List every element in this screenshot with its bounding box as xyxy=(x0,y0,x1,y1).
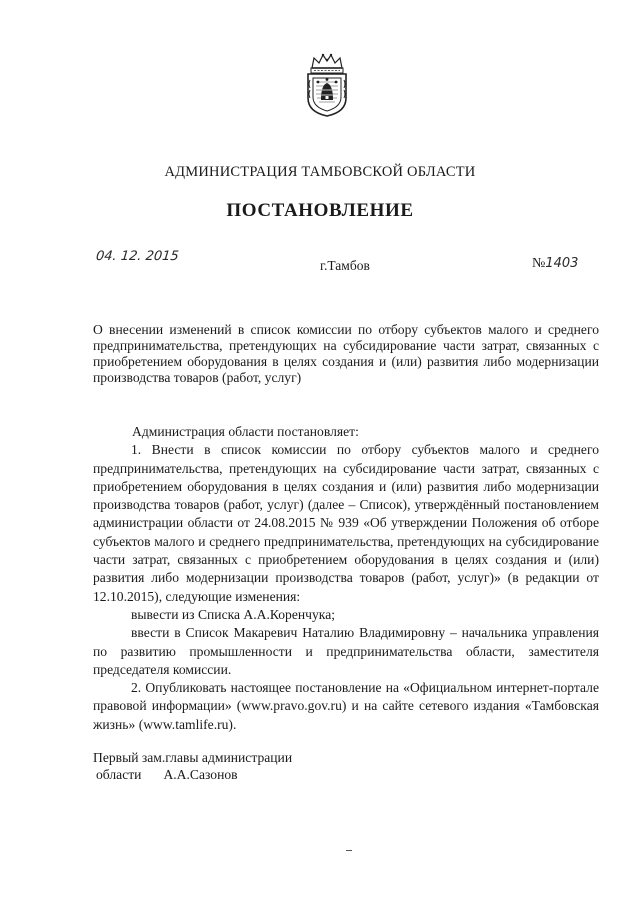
body-intro: Администрация области постановляет: xyxy=(132,424,359,439)
signature-name: А.А.Сазонов xyxy=(163,767,238,782)
document-body xyxy=(93,423,599,734)
page-mark xyxy=(346,850,352,851)
signature-block xyxy=(93,749,292,783)
body-item-2: 2. Опубликовать настоящее постановление на «Официальном интернет-портале правовой информации» (www.pravo.gov.ru) и на сайте сетевого издания «Тамбовская жизнь» (www.tamlife.ru). xyxy=(93,680,599,732)
body-item-1: 1. Внести в список комиссии по отбору субъектов малого и среднего предпринимательства, претендующих на субсидирование части затрат, связанных с приобретением оборудования в целях создания и (или) развития либо модернизации производства товаров (работ, услуг) (далее – Список), утверждённый постановлением администрации области от 24.08.2015 № 939 «Об утверждении Положения об отборе субъектов малого и среднего предпринимательства, претендующих на субсидирование части затрат, связанных с приобретением оборудования в целях создания и (или) развития либо модернизации производства товаров (работ, услуг)» (в редакции от 12.10.2015), следующие изменения: xyxy=(93,442,599,604)
signature-position-line1: Первый зам.главы администрации xyxy=(93,750,293,765)
coat-of-arms-icon xyxy=(302,52,352,118)
organization-name: АДМИНИСТРАЦИЯ ТАМБОВСКОЙ ОБЛАСТИ xyxy=(164,164,476,180)
number-prefix: № xyxy=(532,256,546,271)
body-change-2: ввести в Список Макаревич Наталию Владимировну – начальника управления по развитию промышленности и предпринимательства области, заместителя председателя комиссии. xyxy=(93,625,599,677)
document-date: 04. 12. 2015 xyxy=(95,249,180,264)
document-type: ПОСТАНОВЛЕНИЕ xyxy=(226,200,414,221)
signature-position-line2: области xyxy=(96,767,142,782)
document-subject: О внесении изменений в список комиссии по отбору субъектов малого и среднего предпринимательства, претендующих на субсидирование части затрат, связанных с приобретением оборудования в целях создания и (или) развития либо модернизации производства товаров (работ, услуг) xyxy=(93,322,599,385)
number-value: 1403 xyxy=(545,256,579,271)
signature-line2 xyxy=(93,766,292,783)
document-city: г.Тамбов xyxy=(320,258,370,273)
body-change-1: вывести из Списка А.А.Коренчука; xyxy=(131,606,335,622)
document-number xyxy=(532,256,578,272)
